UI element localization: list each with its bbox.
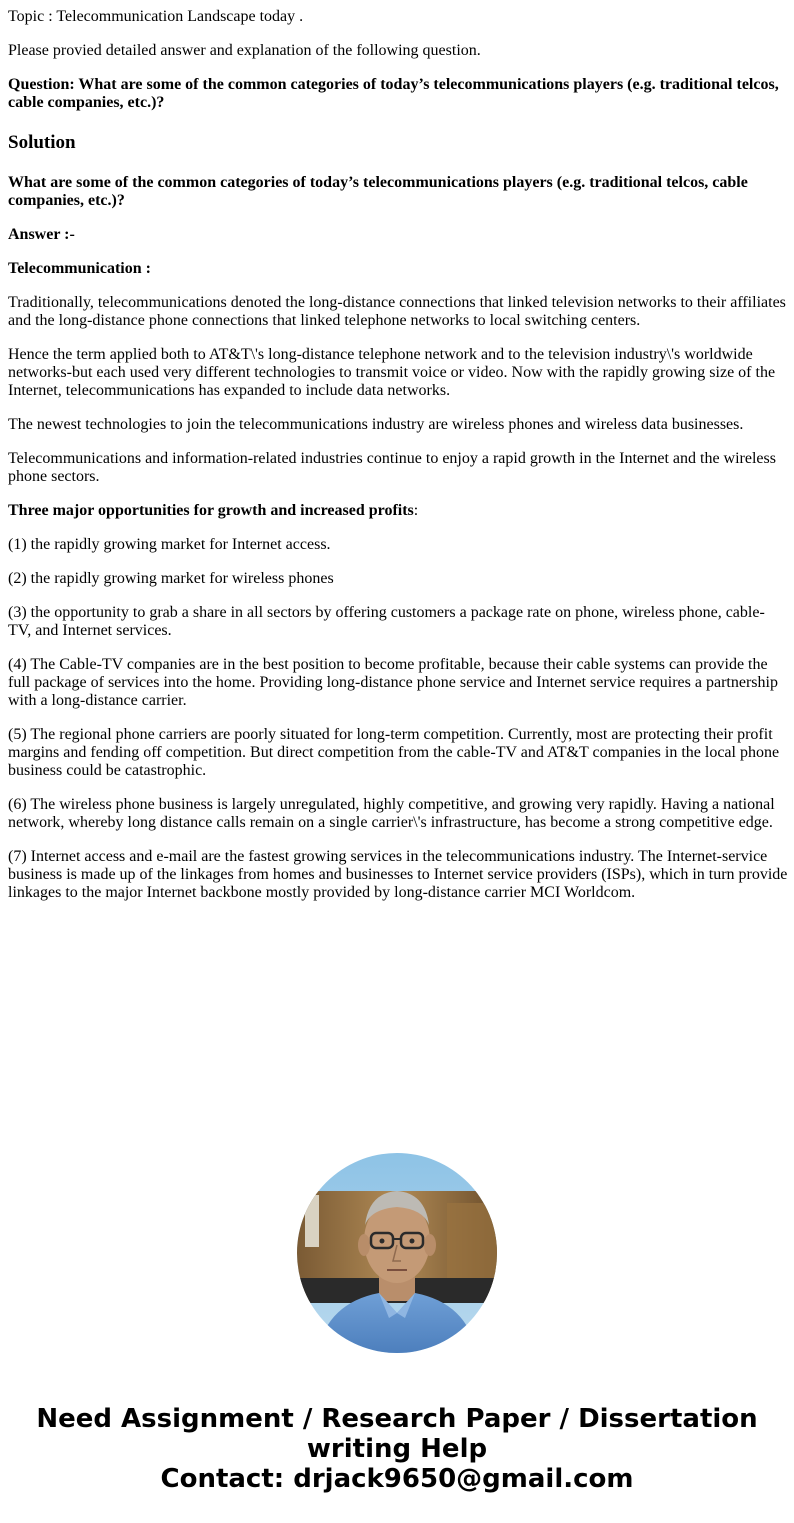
- paragraph-1: Traditionally, telecommunications denoted the long-distance connections that linked television networks to their affiliates and the long-distance phone connections that linked telephone networks to local switching centers.: [8, 294, 786, 329]
- promo-contact: Contact: drjack9650@gmail.com: [160, 1464, 634, 1494]
- promo-line-1: Need Assignment / Research Paper / Dissertation: [36, 1404, 758, 1434]
- paragraph-4: Telecommunications and information-related industries continue to enjoy a rapid growth in the Internet and the wireless phone sectors.: [8, 450, 776, 485]
- list-item: (7) Internet access and e-mail are the fastest growing services in the telecommunications industry. The Internet-service business is made up of the linkages from homes and businesses to Internet service providers (ISPs), which in turn provide linkages to the major Internet backbone mostly provided by long-distance carrier MCI Worldcom.: [8, 848, 788, 901]
- avatar: [297, 1153, 497, 1353]
- list-item: (5) The regional phone carriers are poorly situated for long-term competition. Currently, most are protecting their profit margins and fending off competition. But direct competition from the cable-TV and AT&T companies in the local phone business could be catastrophic.: [8, 726, 780, 779]
- list-item: (2) the rapidly growing market for wireless phones: [8, 570, 334, 587]
- list-item: (3) the opportunity to grab a share in all sectors by offering customers a package rate on phone, wireless phone, cable-TV, and Internet services.: [8, 604, 765, 639]
- paragraph-2: Hence the term applied both to AT&T\'s long-distance telephone network and to the television industry\'s worldwide networks-but each used very different technologies to transmit voice or video. Now with the rapidly growing size of the Internet, telecommunications has expanded to include data networks.: [8, 346, 776, 399]
- avatar-portrait: [297, 1153, 497, 1353]
- question-repeat: What are some of the common categories of today’s telecommunications players (e.g. traditional telcos, cable companies, etc.)?: [8, 174, 748, 209]
- opportunities-label: Three major opportunities for growth and increased profits: [8, 502, 414, 519]
- answer-label: Answer :-: [8, 226, 75, 243]
- paragraph-3: The newest technologies to join the telecommunications industry are wireless phones and wireless data businesses.: [8, 416, 744, 433]
- promo-line-2: writing Help: [306, 1434, 488, 1464]
- list-item: (4) The Cable-TV companies are in the best position to become profitable, because their cable systems can provide the full package of services into the home. Providing long-distance phone service and Internet service requires a partnership with a long-distance carrier.: [8, 656, 778, 709]
- list-item: (1) the rapidly growing market for Internet access.: [8, 536, 331, 553]
- document-body: [8, 8, 788, 918]
- opportunities-heading: [8, 502, 788, 520]
- telecom-label: Telecommunication :: [8, 260, 151, 277]
- request-line: Please provied detailed answer and explanation of the following question.: [8, 42, 481, 59]
- topic-line: Topic : Telecommunication Landscape today .: [8, 8, 304, 25]
- list-item: (6) The wireless phone business is largely unregulated, highly competitive, and growing very rapidly. Having a national network, whereby long distance calls remain on a single carrier\'s infrastructure, has become a strong competitive edge.: [8, 796, 775, 831]
- solution-heading: Solution: [8, 132, 76, 153]
- opportunities-colon: :: [413, 502, 419, 519]
- promo-banner: [0, 1404, 794, 1494]
- question-text: Question: What are some of the common categories of today’s telecommunications players (e.g. traditional telcos, cable companies, etc.)?: [8, 76, 779, 111]
